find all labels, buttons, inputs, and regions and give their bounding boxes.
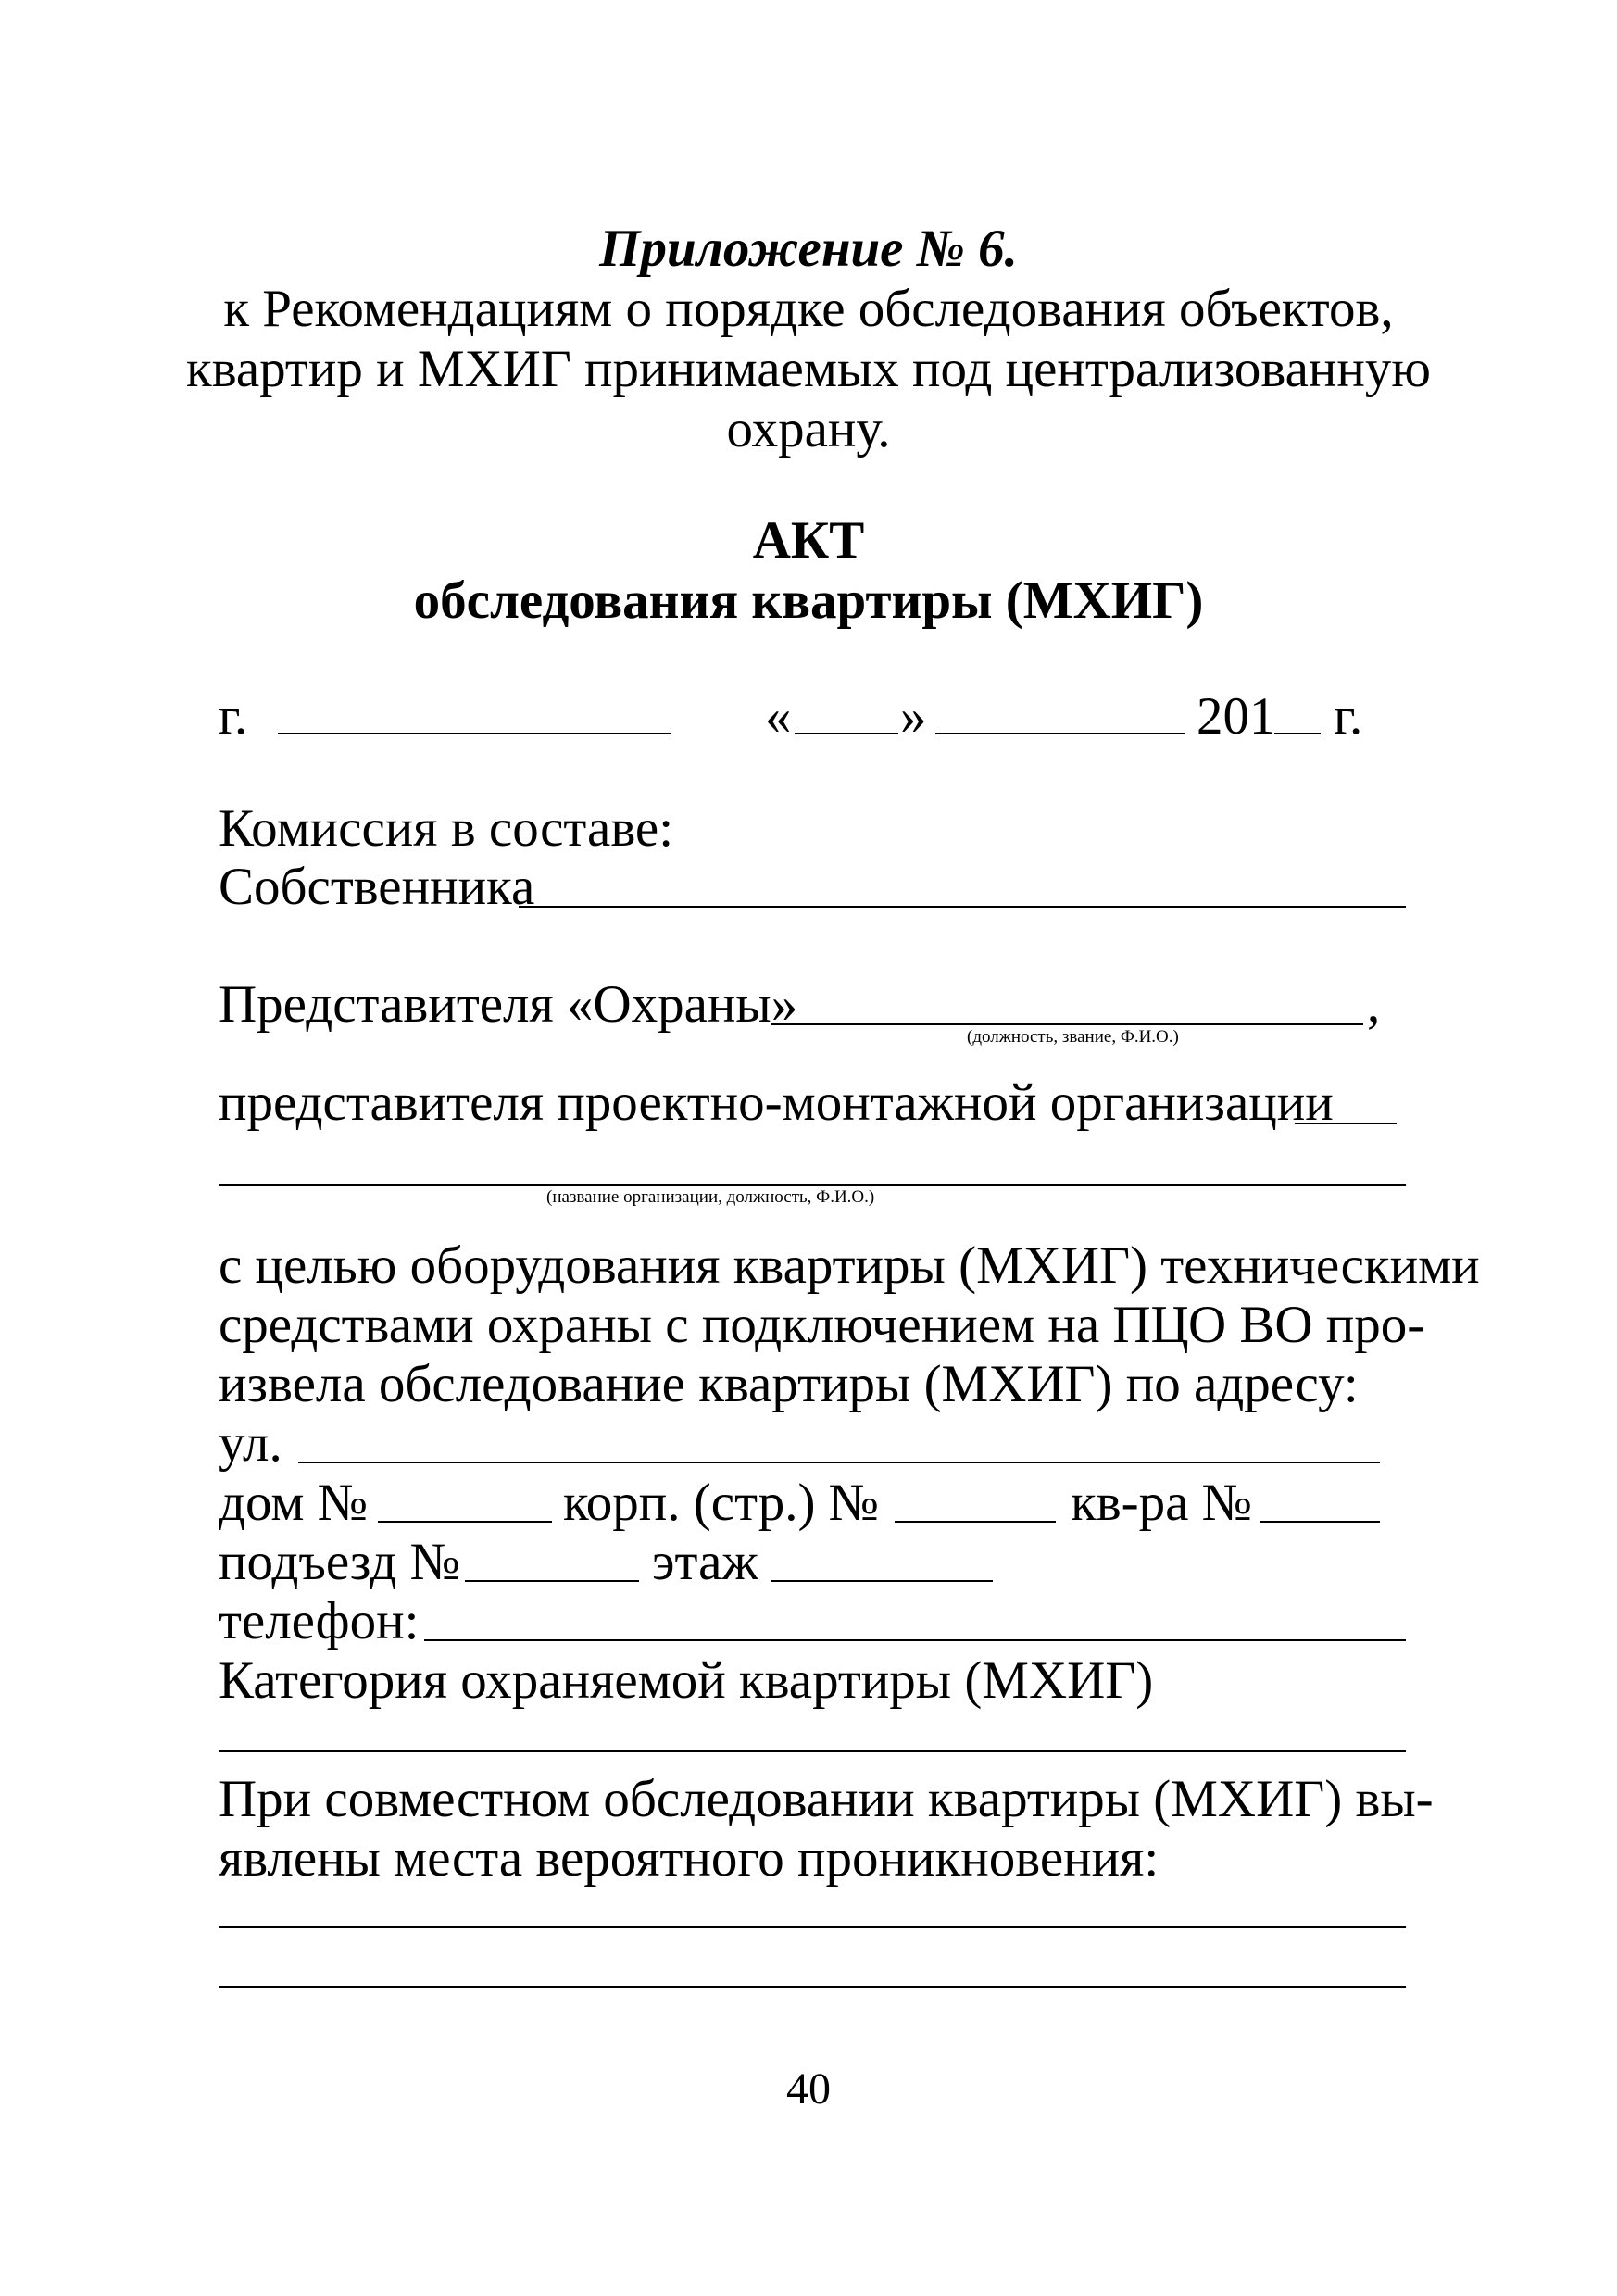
appendix-subtitle-line-2: квартир и МХИГ принимаемых под централизованную: [186, 340, 1431, 398]
floor-field[interactable]: [771, 1580, 993, 1582]
findings-field-1[interactable]: [219, 1926, 1406, 1928]
street-label: ул.: [219, 1414, 282, 1473]
guard-caption: (должность, звание, Ф.И.О.): [967, 1027, 1179, 1047]
month-field[interactable]: [935, 733, 1185, 734]
house-field[interactable]: [378, 1521, 552, 1523]
appendix-title: Приложение № 6.: [599, 220, 1018, 278]
street-field[interactable]: [298, 1462, 1380, 1463]
category-field[interactable]: [219, 1750, 1406, 1752]
guard-label: Представителя «Охраны»: [219, 975, 798, 1034]
organization-field[interactable]: [219, 1184, 1406, 1186]
year-field[interactable]: [1274, 733, 1321, 734]
quote-open: «: [765, 687, 792, 746]
category-label: Категория охраняемой квартиры (МХИГ): [219, 1651, 1154, 1710]
city-prefix: г.: [219, 687, 248, 746]
purpose-line-1: с целью оборудования квартиры (МХИГ) техническими: [219, 1236, 1480, 1295]
organization-label: представителя проектно-монтажной организации: [219, 1073, 1334, 1132]
building-field[interactable]: [895, 1521, 1056, 1523]
year-prefix: 201: [1197, 687, 1276, 746]
commission-heading: Комиссия в составе:: [219, 799, 674, 858]
entrance-label: подъезд №: [219, 1533, 460, 1591]
city-field[interactable]: [278, 733, 671, 734]
purpose-line-3: извела обследование квартиры (МХИГ) по адресу:: [219, 1355, 1359, 1413]
apartment-label: кв-ра №: [1071, 1474, 1253, 1532]
entrance-field[interactable]: [465, 1580, 639, 1582]
purpose-line-2: средствами охраны с подключением на ПЦО ВО про-: [219, 1296, 1425, 1354]
owner-field[interactable]: [519, 906, 1406, 908]
house-label: дом №: [219, 1474, 369, 1532]
document-title: АКТ: [752, 511, 865, 570]
owner-label: Собственника: [219, 858, 535, 916]
appendix-subtitle-line-1: к Рекомендациям о порядке обследования объектов,: [223, 280, 1394, 338]
organization-field-start[interactable]: [1295, 1123, 1397, 1124]
guard-comma: ,: [1367, 975, 1381, 1034]
findings-field-2[interactable]: [219, 1986, 1406, 1988]
phone-label: телефон:: [219, 1592, 420, 1650]
apartment-field[interactable]: [1260, 1521, 1380, 1523]
guard-field[interactable]: [771, 1023, 1363, 1025]
findings-line-2: явлены места вероятного проникновения:: [219, 1829, 1159, 1888]
building-label: корп. (стр.) №: [563, 1474, 880, 1532]
appendix-subtitle-line-3: охрану.: [726, 400, 891, 458]
organization-caption: (название организации, должность, Ф.И.О.): [546, 1187, 875, 1207]
page-number: 40: [786, 2064, 831, 2114]
document-subtitle: обследования квартиры (МХИГ): [413, 571, 1204, 630]
findings-line-1: При совместном обследовании квартиры (МХИГ) вы-: [219, 1770, 1434, 1828]
phone-field[interactable]: [424, 1639, 1406, 1641]
floor-label: этаж: [652, 1533, 758, 1591]
day-field[interactable]: [795, 733, 898, 734]
quote-close: »: [900, 687, 927, 746]
year-suffix: г.: [1334, 687, 1363, 746]
